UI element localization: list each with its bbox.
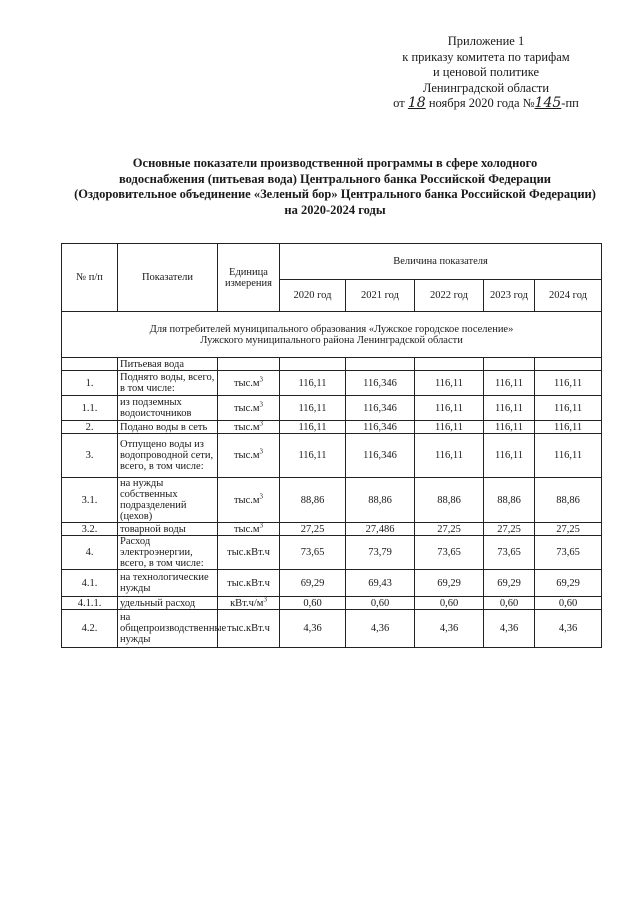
row-name: товарной воды (118, 523, 218, 536)
row-name: из подземных водоисточников (118, 396, 218, 421)
header-year: 2022 год (415, 280, 484, 312)
handwritten-number: 145 (534, 95, 562, 111)
header-year: 2024 год (535, 280, 602, 312)
row-unit (218, 570, 280, 597)
row-value: 27,25 (280, 523, 346, 536)
section-line-2: Лужского муниципального района Ленинградской области (200, 334, 463, 346)
row-value: 116,11 (280, 421, 346, 434)
section-header (62, 312, 602, 358)
unit-text: тыс.м (233, 523, 260, 535)
row-value: 116,11 (484, 434, 535, 478)
row-num: 4.1.1. (62, 597, 118, 610)
row-value: 116,11 (535, 396, 602, 421)
row-value: 116,11 (535, 421, 602, 434)
unit-text: тыс.м (233, 421, 260, 433)
row-num: 4.1. (62, 570, 118, 597)
row-num: 1. (62, 371, 118, 396)
row-value: 88,86 (280, 478, 346, 523)
empty-cell (346, 358, 415, 371)
row-value: 88,86 (346, 478, 415, 523)
unit-sup: 3 (259, 375, 264, 383)
unit-text: тыс.м (233, 450, 260, 461)
unit-sup: 3 (263, 595, 267, 603)
unit-sup: 3 (259, 521, 264, 529)
title-line-3: (Оздоровительное объединение «Зеленый бор» Центрального банка Российской Федерации) (74, 187, 596, 201)
row-value: 0,60 (415, 597, 484, 610)
row-unit (218, 523, 280, 536)
row-num: 3.2. (62, 523, 118, 536)
row-value: 73,65 (415, 536, 484, 570)
group-label: Питьевая вода (118, 358, 218, 371)
row-value: 116,11 (280, 396, 346, 421)
table-row (62, 396, 602, 421)
empty-cell (280, 358, 346, 371)
row-name: на общепроизводственные нужды (118, 610, 218, 648)
indicators-table (61, 243, 602, 648)
row-num: 2. (62, 421, 118, 434)
row-name: Подано воды в сеть (118, 421, 218, 434)
unit-sup: 3 (259, 492, 264, 500)
header-year: 2023 год (484, 280, 535, 312)
row-value: 116,346 (346, 396, 415, 421)
unit-text: тыс.кВт.ч (227, 577, 270, 589)
row-unit (218, 421, 280, 434)
row-value: 116,11 (415, 396, 484, 421)
row-value: 116,11 (415, 421, 484, 434)
header-year: 2020 год (280, 280, 346, 312)
row-unit (218, 597, 280, 610)
row-value: 116,11 (484, 421, 535, 434)
unit-sup: 3 (259, 447, 264, 456)
unit-sup: 3 (259, 400, 264, 408)
document-title (55, 156, 615, 218)
table-row (62, 371, 602, 396)
row-value: 4,36 (346, 610, 415, 648)
row-num: 3. (62, 434, 118, 478)
row-unit (218, 371, 280, 396)
row-value: 116,346 (346, 421, 415, 434)
row-unit (218, 434, 280, 478)
row-num: 3.1. (62, 478, 118, 523)
row-value: 27,25 (415, 523, 484, 536)
row-value: 116,11 (415, 371, 484, 396)
row-value: 116,346 (346, 434, 415, 478)
row-value: 69,29 (484, 570, 535, 597)
row-value: 27,25 (535, 523, 602, 536)
title-line-1: Основные показатели производственной программы в сфере холодного (132, 156, 538, 170)
row-value: 4,36 (415, 610, 484, 648)
title-line-4: на 2020-2024 годы (284, 202, 386, 217)
row-value: 27,25 (484, 523, 535, 536)
row-value: 88,86 (484, 478, 535, 523)
empty-cell (218, 358, 280, 371)
appendix-block (380, 34, 592, 112)
table-row (62, 536, 602, 570)
row-num: 4. (62, 536, 118, 570)
row-value: 0,60 (346, 597, 415, 610)
row-value: 0,60 (280, 597, 346, 610)
row-unit (218, 536, 280, 570)
header-indicator: Показатели (118, 244, 218, 312)
empty-cell (535, 358, 602, 371)
unit-text: кВт.ч/м (230, 597, 264, 609)
row-value: 116,11 (535, 371, 602, 396)
row-value: 88,86 (535, 478, 602, 523)
row-name: удельный расход (118, 597, 218, 610)
table-row (62, 523, 602, 536)
row-value: 73,65 (280, 536, 346, 570)
row-value: 69,29 (280, 570, 346, 597)
row-value: 116,11 (280, 371, 346, 396)
appendix-title: Приложение 1 (447, 34, 525, 48)
row-value: 116,346 (346, 371, 415, 396)
unit-text: тыс.кВт.ч (227, 547, 270, 558)
row-value: 4,36 (535, 610, 602, 648)
row-num: 1.1. (62, 396, 118, 421)
row-value: 69,29 (415, 570, 484, 597)
row-value: 73,65 (535, 536, 602, 570)
empty-cell (415, 358, 484, 371)
row-value: 116,11 (484, 371, 535, 396)
row-value: 0,60 (535, 597, 602, 610)
header-value: Величина показателя (280, 244, 602, 280)
handwritten-day: 18 (407, 95, 426, 111)
row-value: 4,36 (280, 610, 346, 648)
appendix-line-3: и ценовой политике (432, 65, 540, 79)
table-row (62, 434, 602, 478)
unit-text: тыс.м (233, 494, 260, 506)
row-unit (218, 396, 280, 421)
table-row (62, 421, 602, 434)
row-name: Отпущено воды из водопроводной сети, всего, в том числе: (118, 434, 218, 478)
row-value: 69,43 (346, 570, 415, 597)
row-value: 4,36 (484, 610, 535, 648)
row-num: 4.2. (62, 610, 118, 648)
row-value: 116,11 (415, 434, 484, 478)
row-name: Поднято воды, всего, в том числе: (118, 371, 218, 396)
date-prefix: от (393, 96, 405, 110)
row-value: 27,486 (346, 523, 415, 536)
unit-text: тыс.м (233, 402, 260, 414)
appendix-date-line (380, 96, 592, 112)
row-value: 0,60 (484, 597, 535, 610)
title-line-2: водоснабжения (питьевая вода) Центрального банка Российской Федерации (119, 171, 551, 186)
row-name: на технологические нужды (118, 570, 218, 597)
row-value: 116,11 (535, 434, 602, 478)
row-unit (218, 478, 280, 523)
table-row (62, 570, 602, 597)
header-year: 2021 год (346, 280, 415, 312)
group-row (62, 358, 602, 371)
row-value: 116,11 (484, 396, 535, 421)
unit-sup: 3 (259, 419, 264, 427)
table-row (62, 597, 602, 610)
number-suffix: -пп (561, 96, 579, 110)
row-unit (218, 610, 280, 648)
date-middle: ноября 2020 года № (428, 96, 535, 110)
row-name: Расход электроэнергии, всего, в том числе: (118, 536, 218, 570)
row-value: 73,79 (346, 536, 415, 570)
empty-cell (484, 358, 535, 371)
appendix-line-4: Ленинградской области (422, 80, 550, 95)
section-line-1: Для потребителей муниципального образования «Лужское городское поселение» (149, 323, 514, 335)
row-value: 73,65 (484, 536, 535, 570)
row-name: на нужды собственных подразделений (цехов) (118, 478, 218, 523)
group-num-cell (62, 358, 118, 371)
row-value: 88,86 (415, 478, 484, 523)
header-num: № п/п (62, 244, 118, 312)
unit-text: тыс.м (233, 377, 260, 389)
appendix-line-2: к приказу комитета по тарифам (402, 49, 570, 64)
row-value: 69,29 (535, 570, 602, 597)
table-row (62, 478, 602, 523)
unit-text: тыс.кВт.ч (227, 623, 270, 634)
header-unit: Единица измерения (218, 244, 280, 312)
table-row (62, 610, 602, 648)
row-value: 116,11 (280, 434, 346, 478)
